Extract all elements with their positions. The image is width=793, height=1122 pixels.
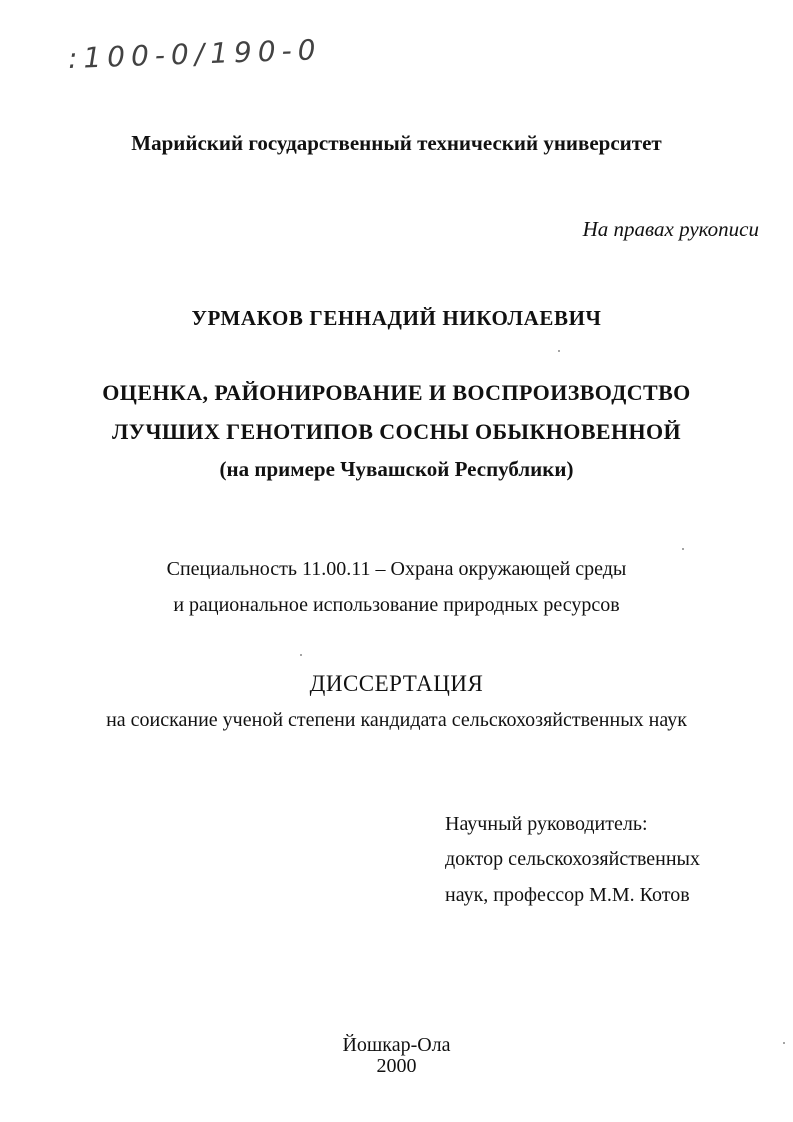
supervisor-heading: Научный руководитель: [445, 813, 648, 835]
specialty-line-2: и рациональное использование природных ресурсов [173, 594, 620, 616]
scan-speck [300, 654, 302, 656]
degree-statement: на соискание ученой степени кандидата сельскохозяйственных наук [106, 709, 687, 731]
supervisor-degree: доктор сельскохозяйственных [445, 848, 700, 870]
year: 2000 [376, 1055, 417, 1077]
supervisor-name: наук, профессор М.М. Котов [445, 884, 690, 906]
scan-speck [783, 1042, 785, 1044]
dissertation-title-line-1: ОЦЕНКА, РАЙОНИРОВАНИЕ И ВОСПРОИЗВОДСТВО [102, 380, 691, 405]
dissertation-subtitle: (на примере Чувашской Республики) [219, 457, 574, 481]
university-name: Марийский государственный технический университет [131, 131, 662, 155]
author-name: УРМАКОВ ГЕННАДИЙ НИКОЛАЕВИЧ [191, 306, 602, 330]
specialty-line-1: Специальность 11.00.11 – Охрана окружающей среды [166, 558, 627, 580]
dissertation-title-line-2: ЛУЧШИХ ГЕНОТИПОВ СОСНЫ ОБЫКНОВЕННОЙ [111, 419, 682, 444]
scan-speck [558, 350, 560, 352]
document-type: ДИССЕРТАЦИЯ [309, 671, 484, 696]
manuscript-note: На правах рукописи [582, 217, 759, 241]
handwritten-archive-code: :100-0/190-0 [67, 33, 323, 75]
city: Йошкар-Ола [342, 1034, 451, 1056]
scan-speck [682, 548, 684, 550]
